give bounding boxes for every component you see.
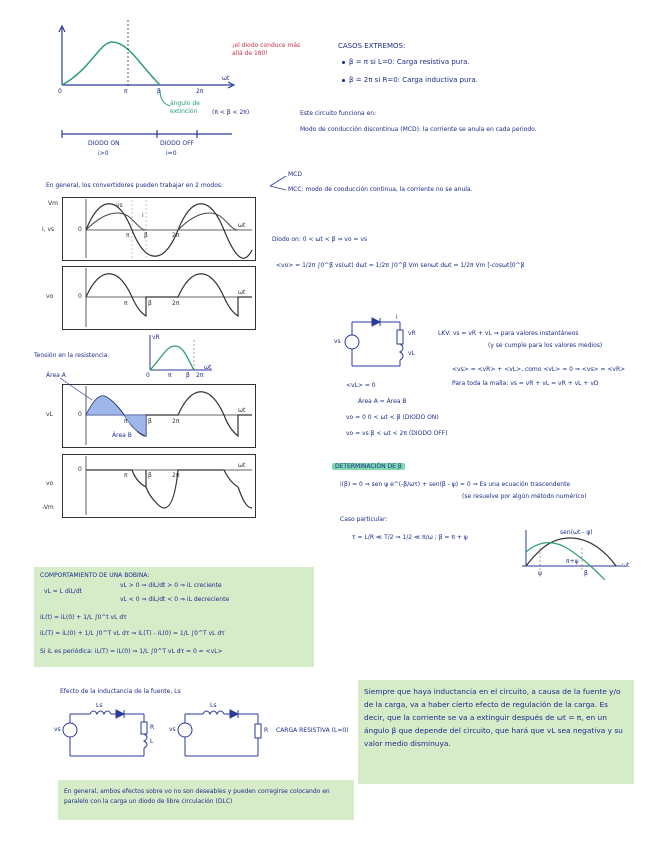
axis-wt: ωt [222, 75, 230, 82]
area-eq: Área A = Área B [358, 398, 407, 405]
mini-2pi: 2π [196, 372, 204, 379]
general-intro: En general, los convertidores pueden trabajar en 2 modos: [46, 182, 224, 189]
diode-on-label: DIODO ON [88, 140, 120, 147]
mini-vr: vR [152, 334, 160, 341]
graph4-zero: 0 [78, 466, 82, 473]
diode-on-sub: i>0 [98, 150, 109, 157]
resistor-voltage-label: Tensión en la resistencia. [34, 352, 110, 359]
tick-beta: β [157, 88, 161, 95]
extreme-case-2-text: β = 2π si R=0: Carga inductiva pura. [349, 76, 478, 84]
tick-pi: π [124, 88, 128, 95]
beta-graph-beta: β [584, 570, 588, 577]
area-a-label: Área A [46, 372, 66, 379]
red-note: ¡el diodo conduce más allá de 180! [232, 42, 301, 57]
graph4-ylabel: vo [46, 480, 54, 487]
lkv-line-3: <vs> = <vR> + <vL>, como <vL> = 0 ⇒ <vs> = <vR> [452, 366, 626, 373]
lkv-line-1: LKV: vs = vR + vL ⇒ para valores instantáneos [438, 330, 579, 337]
avg-output-eq: <vo> = 1/2π ∫0^β vs(ωt) dωt = 1/2π ∫0^β Vm senωt dωt = 1/2π Vm [-cosωt]0^β [276, 262, 525, 269]
graph4-beta: β [148, 472, 152, 479]
diode-on-eq: Diodo on: 0 < ωt < β ⇒ vo = vs [272, 236, 368, 243]
source-effect-title: Efecto de la inductancia de la fuente, Ls [60, 688, 181, 695]
circuit1-vs: vs [54, 726, 61, 733]
det-beta-tau: τ = L/R ≪ T/2 ⇒ 1/2 ≪ π/ω ; β = π + ψ [352, 534, 468, 541]
lkv-line-2: (y se cumple para los valores medios) [488, 342, 603, 349]
inductance-note-text: Siempre que haya inductancia en el circuito, a causa de la fuente y/o de la carga, va a haber cierto efecto de regulación de la carga. Es decir, que la corriente se va a extinguir después de ωt = π, en un ángulo β que depende del circuito, que hará que vL sea negativa y su valor medio disminuya. [364, 687, 623, 748]
mode-line-2: Modo de conducción discontinua (MCD): la corriente se anula en cada periodo. [300, 126, 537, 133]
mode-line-1: Este circuito funciona en: [300, 110, 377, 117]
graph2-pi: π [124, 300, 128, 307]
beta-graph-wt: ωt [622, 562, 630, 569]
circuit2-vs: vs [169, 726, 176, 733]
coil-int-1: iL(t) = iL(0) + 1/L ∫0^t vL dτ [40, 614, 127, 621]
diode-off-label: DIODO OFF [160, 140, 194, 147]
graph1-ylabel: i, vs [42, 226, 55, 233]
graph3-zero: 0 [78, 411, 82, 418]
graph1-vs: vs [116, 202, 123, 209]
graph1-vm: Vm [48, 200, 58, 207]
graph3-pi: π [124, 418, 128, 425]
det-beta-title-text: DETERMINACIÓN DE β [332, 463, 405, 470]
graph3-ylabel: vL [46, 411, 53, 418]
graph4-vm-neg: -Vm [42, 504, 54, 511]
dlc-note-text: En general, ambos efectos sobre vo no son deseables y pueden corregirse colocando en paralelo con la carga un diodo de libre circulación (DLC) [64, 788, 330, 806]
tick-2pi: 2π [196, 88, 204, 95]
coil-title: COMPORTAMIENTO DE UNA BOBINA: [40, 572, 150, 579]
beta-graph-label: sen(ωt - ψ) [560, 529, 593, 536]
graph1-pi: π [126, 232, 130, 239]
load-resistive-label: CARGA RESISTIVA (L=0) [276, 727, 349, 734]
extreme-cases-title: CASOS EXTREMOS: [338, 42, 406, 50]
beta-label: ángulo de extinción [170, 100, 200, 115]
graph4-2pi: 2π [172, 472, 180, 479]
circuit1-r: R [150, 724, 155, 731]
graph1-i: i [142, 212, 144, 219]
mcd-label: MCD [288, 171, 302, 178]
graph1-2pi: 2π [172, 232, 180, 239]
mcc-label: MCC: modo de conducción continua, la corriente no se anula. [288, 186, 473, 193]
circuit-vs: vs [334, 338, 341, 345]
graph2-zero: 0 [78, 293, 82, 300]
coil-case-2: vL < 0 ⇒ diL/dt < 0 ⇒ iL decreciente [120, 596, 230, 603]
det-beta-eq: i(β) = 0 ⇒ sen ψ e^(-β/ωτ) + sen(β - ψ) = 0 ⇒ Es una ecuación trascendente [340, 481, 571, 488]
circuit-vr: vR [408, 330, 416, 337]
beta-graph-psi: ψ [538, 570, 542, 577]
circuit-vl: vL [408, 350, 415, 357]
beta-graph-pipsi: π+ψ [566, 558, 579, 565]
area-b-label: Área B [112, 432, 132, 439]
mini-pi: π [168, 372, 172, 379]
coil-case-1: vL > 0 ⇒ diL/dt > 0 ⇒ iL creciente [120, 582, 222, 589]
diode-off-sub: i=0 [166, 150, 177, 157]
graph4-wt: ωt [238, 462, 246, 469]
graph1-beta: β [144, 232, 148, 239]
coil-eq-main: vL = L diL/dt [44, 588, 82, 595]
mini-wt: ωt [204, 364, 212, 371]
graph1-zero: 0 [78, 226, 82, 233]
graph2-ylabel: vo [46, 293, 54, 300]
tick-zero: 0 [58, 88, 62, 95]
circuit2-ls: Ls [210, 702, 217, 709]
graph3-beta: β [148, 418, 152, 425]
circuit1-ls: Ls [96, 702, 103, 709]
mini-beta: β [186, 372, 190, 379]
graph3-wt: ωt [238, 407, 246, 414]
circuit2-r: R [264, 727, 269, 734]
det-beta-note: (se resuelve por algún método numérico) [462, 493, 587, 500]
det-beta-particular: Caso particular: [340, 516, 388, 523]
graph4-pi: π [124, 472, 128, 479]
circuit1-l: L [150, 738, 154, 745]
graph2-beta: β [148, 300, 152, 307]
vo-vs-range: vo = vs β < ωt < 2π (DIODO OFF) [346, 430, 448, 437]
graph3-2pi: 2π [172, 418, 180, 425]
extreme-case-1-text: β = π si L=0: Carga resistiva pura. [349, 58, 470, 66]
graph2-wt: ωt [238, 289, 246, 296]
vl-zero: <vL> = 0 [346, 382, 376, 389]
lkv-line-4: Para toda la malla: vs = vR + vL = vR + vL + vD [452, 380, 599, 387]
graph2-2pi: 2π [172, 300, 180, 307]
coil-periodic: Si iL es periódica: iL(T) = iL(0) ⇒ 1/L ∫0^T vL dτ = 0 = <vL> [40, 648, 223, 655]
vo-zero-range: vo = 0 0 < ωt < β (DIODO ON) [346, 414, 439, 421]
circuit-i: i [396, 314, 398, 321]
graph1-wt: ωt [238, 222, 246, 229]
coil-int-2: iL(T) = iL(0) + 1/L ∫0^T vL dτ ⇒ iL(T) - iL(0) = 1/L ∫0^T vL dτ [40, 630, 225, 637]
beta-range: (π < β < 2π) [212, 109, 250, 116]
mini-zero: 0 [146, 372, 150, 379]
